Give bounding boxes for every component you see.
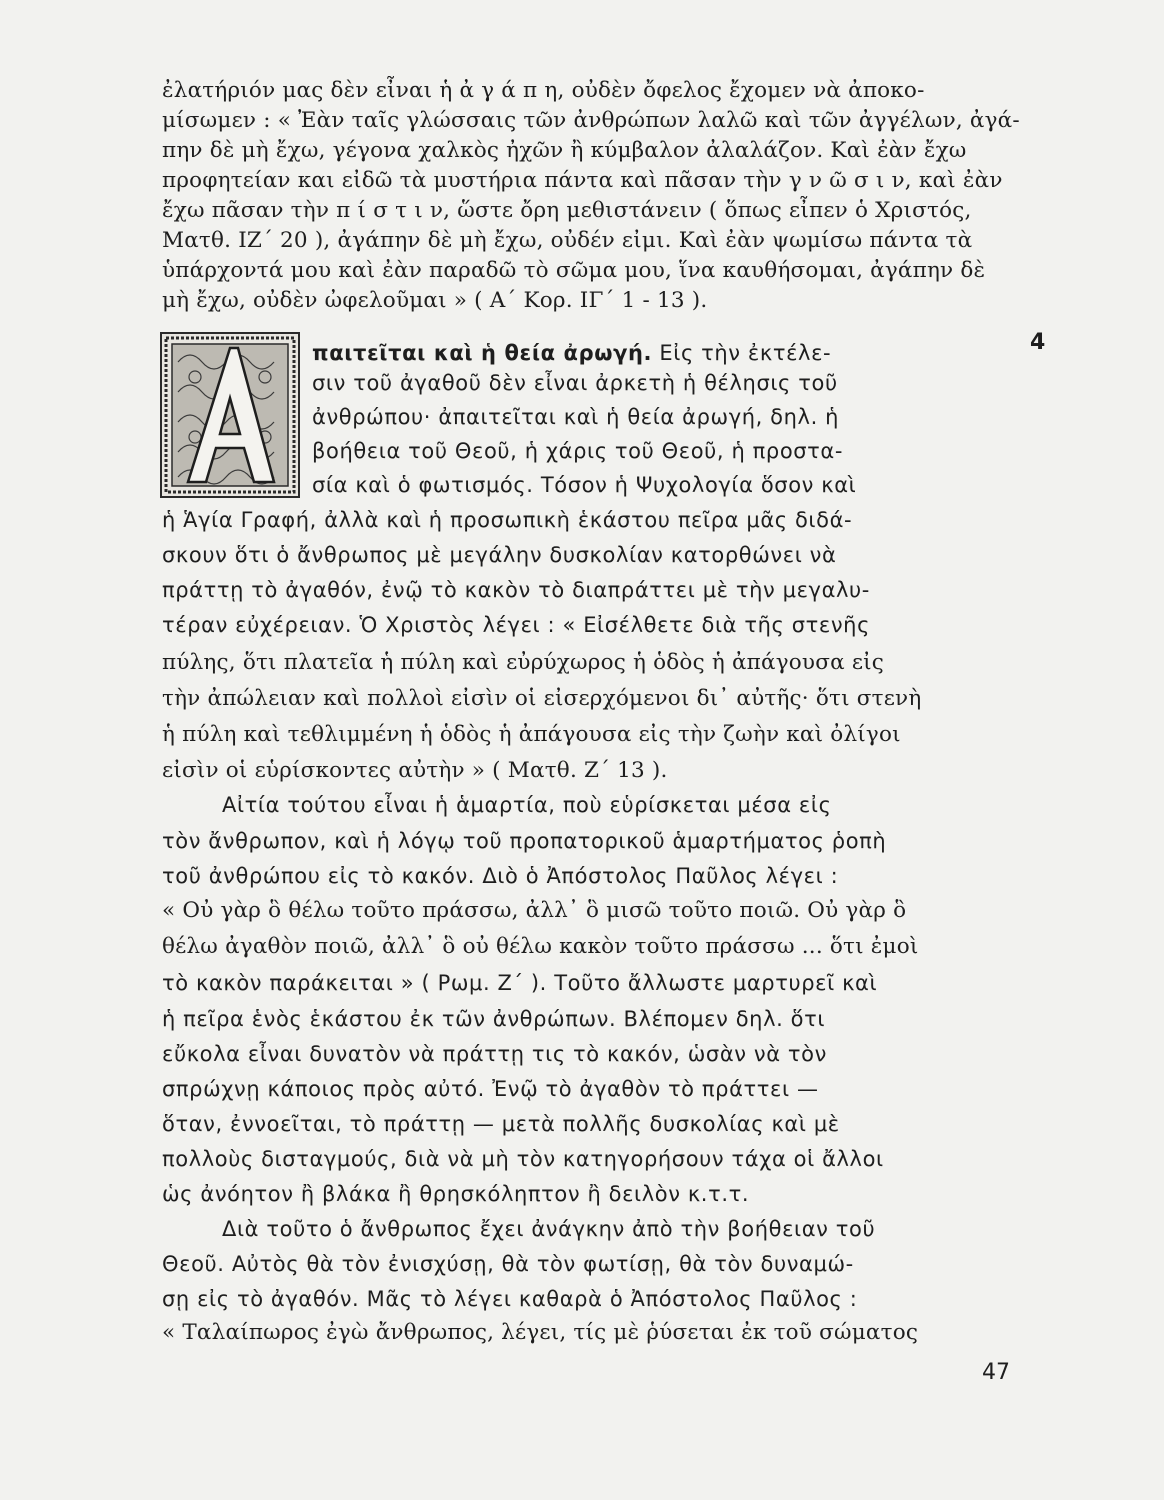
text-line: σία καὶ ὁ φωτισμός. Τόσον ἡ Ψυχολογία ὅσον καὶ [312,473,857,497]
text-line: πύλης, ὅτι πλατεῖα ἡ πύλη καὶ εὐρύχωρος ἡ ὁδὸς ἡ ἀπάγουσα εἰς [162,650,885,675]
text-line: μὴ ἔχω, οὐδὲν ὠφελοῦμαι » ( Α΄ Κορ. ΙΓ΄ 1 - 13 ). [162,288,708,313]
heading-line [312,338,1020,368]
text-line: ὅταν, ἐννοεῖται, τὸ πράττῃ — μετὰ πολλῆς δυσκολίας καὶ μὲ [162,1112,840,1136]
section-heading: παιτεῖται καὶ ἡ θεία ἀρωγή. [312,341,653,365]
text-line: ἡ Ἁγία Γραφή, ἀλλὰ καὶ ἡ προσωπικὴ ἑκάστου πεῖρα μᾶς διδά- [162,508,853,532]
text-line: τὴν ἀπώλειαν καὶ πολλοὶ εἰσὶν οἱ εἰσερχόμενοι δι᾿ αὐτῆς· ὅτι στενὴ [162,686,922,711]
text-line: βοήθεια τοῦ Θεοῦ, ἡ χάρις τοῦ Θεοῦ, ἡ προστα- [312,439,844,463]
text-line: ὑπάρχοντά μου καὶ ἐὰν παραδῶ τὸ σῶμα μου, ἵνα καυθήσομαι, ἀγάπην δὲ [162,258,986,283]
text-line: τέραν εὐχέρειαν. Ὁ Χριστὸς λέγει : « Εἰσέλθετε διὰ τῆς στενῆς [162,613,871,637]
text-line: πην δὲ μὴ ἔχω, γέγονα χαλκὸς ἠχῶν ἢ κύμβαλον ἀλαλάζον. Καὶ ἐὰν ἔχω [162,138,967,163]
text-line: « Ταλαίπωρος ἐγὼ ἄνθρωπος, λέγει, τίς μὲ ῥύσεται ἐκ τοῦ σώματος [162,1320,919,1345]
text-line: σῃ εἰς τὸ ἀγαθόν. Μᾶς τὸ λέγει καθαρὰ ὁ Ἀπόστολος Παῦλος : [162,1287,858,1311]
text-line: ὡς ἀνόητον ἢ βλάκα ἢ θρησκόληπτον ἢ δειλὸν κ.τ.τ. [162,1182,750,1206]
text-line: προφητείαν και εἰδῶ τὰ μυστήρια πάντα καὶ πᾶσαν τὴν γ ν ῶ σ ι ν, καὶ ἐὰν [162,168,1003,193]
text-line: ἐλατήριόν μας δὲν εἶναι ἡ ἀ γ ά π η, οὐδὲν ὄφελος ἔχομεν νὰ ἀποκο- [162,78,925,103]
text-line: Θεοῦ. Αὐτὸς θὰ τὸν ἐνισχύσῃ, θὰ τὸν φωτίσῃ, θὰ τὸν δυναμώ- [162,1252,854,1276]
text-line: τὸ κακὸν παράκειται » ( Ρωμ. Ζ΄ ). Τοῦτο ἄλλωστε μαρτυρεῖ καὶ [162,971,878,995]
text-line: ἔχω πᾶσαν τὴν π ί σ τ ι ν, ὥστε ὄρη μεθιστάνειν ( ὅπως εἶπεν ὁ Χριστός, [162,198,972,223]
heading-continuation: Εἰς τὴν ἐκτέλε- [652,341,832,365]
text-line: ἡ πεῖρα ἑνὸς ἑκάστου ἐκ τῶν ἀνθρώπων. Βλέπομεν δηλ. ὅτι [162,1007,826,1031]
text-line: « Οὐ γὰρ ὃ θέλω τοῦτο πράσσω, ἀλλ᾿ ὃ μισῶ τοῦτο ποιῶ. Οὐ γὰρ ὃ [162,898,907,923]
section-number: 4 [1030,330,1046,355]
text-line: μίσωμεν : « Ἐὰν ταῖς γλώσσαις τῶν ἀνθρώπων λαλῶ καὶ τῶν ἀγγέλων, ἀγά- [162,108,1020,133]
page-number: 47 [982,1360,1010,1385]
text-line: σκουν ὅτι ὁ ἄνθρωπος μὲ μεγάλην δυσκολίαν κατορθώνει νὰ [162,543,837,567]
text-line: ἡ πύλη καὶ τεθλιμμένη ἡ ὁδὸς ἡ ἀπάγουσα εἰς τὴν ζωὴν καὶ ὀλίγοι [162,722,901,747]
text-line: σπρώχνῃ κάποιος πρὸς αὐτό. Ἐνῷ τὸ ἀγαθὸν τὸ πράττει — [162,1077,819,1101]
text-line: τοῦ ἀνθρώπου εἰς τὸ κακόν. Διὸ ὁ Ἀπόστολος Παῦλος λέγει : [162,864,839,888]
paragraph-first-line: Διὰ τοῦτο ὁ ἄνθρωπος ἔχει ἀνάγκην ἀπὸ τὴν βοήθειαν τοῦ [222,1217,876,1241]
text-line: Ματθ. ΙΖ΄ 20 ), ἀγάπην δὲ μὴ ἔχω, οὐδέν εἰμι. Καὶ ἐὰν ψωμίσω πάντα τὰ [162,228,973,253]
text-line: εἰσὶν οἱ εὑρίσκοντες αὐτὴν » ( Ματθ. Ζ΄ 13 ). [162,758,668,783]
decorated-initial-letter [160,332,300,498]
text-line: ἀνθρώπου· ἀπαιτεῖται καὶ ἡ θεία ἀρωγή, δηλ. ἡ [312,405,840,429]
text-line: σιν τοῦ ἀγαθοῦ δὲν εἶναι ἀρκετὴ ἡ θέλησις τοῦ [312,371,838,395]
text-line: εὔκολα εἶναι δυνατὸν νὰ πράττῃ τις τὸ κακόν, ὡσὰν νὰ τὸν [162,1042,827,1066]
ornamental-frame-icon [160,332,300,498]
text-line: πολλοὺς δισταγμούς, διὰ νὰ μὴ τὸν κατηγορήσουν τάχα οἱ ἄλλοι [162,1147,884,1171]
paragraph-first-line: Αἰτία τούτου εἶναι ἡ ἁμαρτία, ποὺ εὑρίσκεται μέσα εἰς [222,793,832,817]
text-line: τὸν ἄνθρωπον, καὶ ἡ λόγῳ τοῦ προπατορικοῦ ἁμαρτήματος ῥοπὴ [162,829,887,853]
text-line: θέλω ἀγαθὸν ποιῶ, ἀλλ᾿ ὃ οὐ θέλω κακὸν τοῦτο πράσσω ... ὅτι ἐμοὶ [162,934,919,959]
text-line: πράττῃ τὸ ἀγαθόν, ἐνῷ τὸ κακὸν τὸ διαπράττει μὲ τὴν μεγαλυ- [162,578,870,602]
